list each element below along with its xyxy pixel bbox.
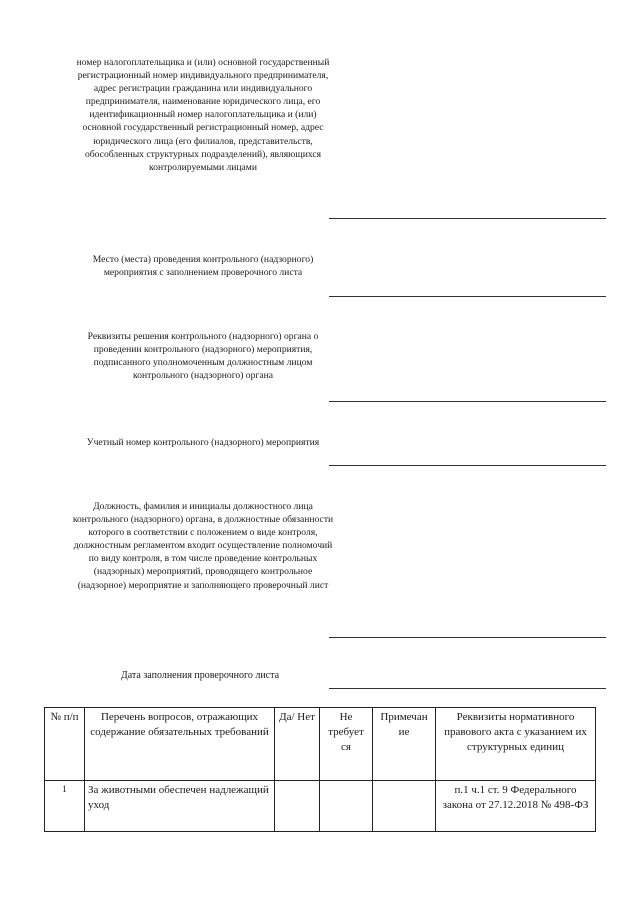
field-line-place[interactable] bbox=[329, 296, 606, 297]
field-label-decision-requisites: Реквизиты решения контрольного (надзорного) органа о проведении контрольного (надзорного) мероприятия, подписанного уполномоченным должностным лицом контрольного (надзорного) органа bbox=[87, 331, 319, 382]
header-not-required: Не требует ся bbox=[320, 708, 373, 781]
header-yes-no: Да/ Нет bbox=[275, 708, 320, 781]
field-line-account-number[interactable] bbox=[329, 465, 606, 466]
field-line-fill-date[interactable] bbox=[329, 688, 606, 689]
header-question: Перечень вопросов, отражающих содержание обязательных требований bbox=[85, 708, 275, 781]
field-line-decision-requisites[interactable] bbox=[329, 401, 606, 402]
checklist-table bbox=[44, 707, 596, 832]
header-requisites: Реквизиты нормативного правового акта с указанием их структурных единиц bbox=[436, 708, 596, 781]
row-yes-no-cell[interactable] bbox=[275, 781, 320, 832]
table-row bbox=[45, 781, 596, 832]
field-label-place: Место (места) проведения контрольного (надзорного) мероприятия с заполнением проверочного листа bbox=[92, 254, 314, 279]
row-num: 1 bbox=[45, 781, 85, 832]
header-num: № п/п bbox=[45, 708, 85, 781]
field-line-official[interactable] bbox=[329, 637, 606, 638]
checklist-header-row bbox=[45, 708, 596, 781]
row-note-cell[interactable] bbox=[373, 781, 436, 832]
header-note: Примечан ие bbox=[373, 708, 436, 781]
row-requisites: п.1 ч.1 ст. 9 Федерального закона от 27.12.2018 № 498-ФЗ bbox=[436, 781, 596, 832]
field-label-official: Должность, фамилия и инициалы должностного лица контрольного (надзорного) органа, в должностные обязанности которого в соответствии с положением о виде контроля, должностным регламентом входит осуществление полномочий по виду контроля, в том числе проведение контрольных (надзорных) мероприятий, проводящего контрольное (надзорное) мероприятие и заполняющего проверочный лист bbox=[72, 501, 334, 591]
field-label-controlled-person: номер налогоплательщика и (или) основной государственный регистрационный номер индивидуального предпринимателя, адрес регистрации гражданина или индивидуального предпринимателя, наименование юридического лица, его идентификационный номер налогоплательщика и (или) основной государственный регистрационный номер, адрес юридического лица (его филиалов, представительств, обособленных структурных подразделений), являющихся контролируемыми лицами bbox=[76, 57, 330, 173]
row-not-required-cell[interactable] bbox=[320, 781, 373, 832]
field-label-account-number: Учетный номер контрольного (надзорного) мероприятия bbox=[86, 437, 320, 448]
field-line-controlled-person[interactable] bbox=[329, 218, 606, 219]
row-question: За животными обеспечен надлежащий уход bbox=[85, 781, 275, 832]
field-label-fill-date: Дата заполнения проверочного листа bbox=[120, 670, 280, 681]
